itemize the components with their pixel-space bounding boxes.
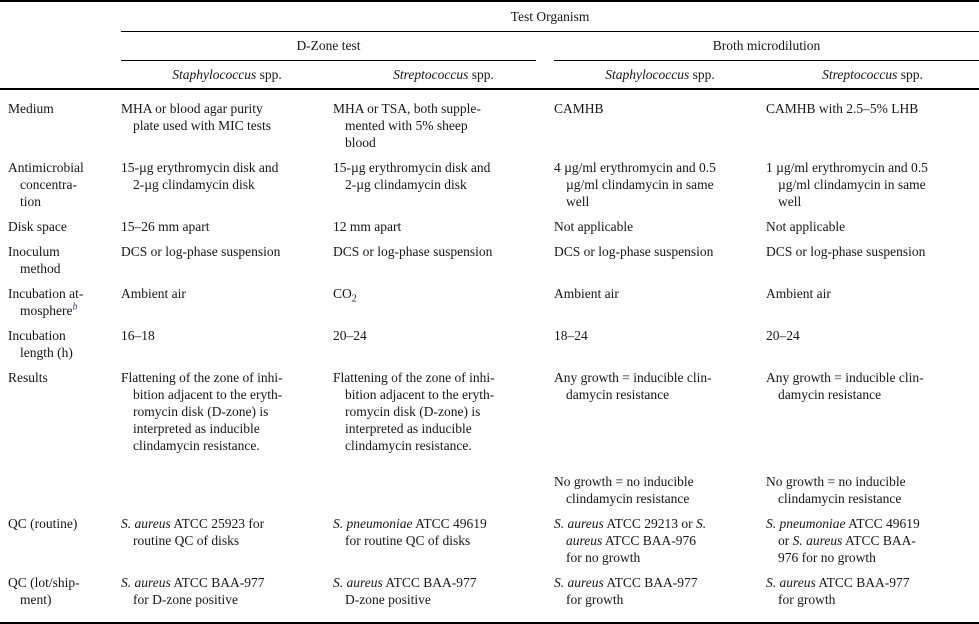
cell-antimicrobial-dzone-strep: 15-µg erythromycin disk and 2-µg clindamycin disk: [333, 160, 491, 192]
row-label-qc-routine: QC (routine): [8, 516, 78, 531]
cell-medium-broth-strep: CAMHB with 2.5–5% LHB: [766, 101, 919, 116]
cell-inoculum-broth-strep: DCS or log-phase suspension: [766, 244, 926, 259]
column-header-dzone-streptococcus: Streptococcus spp.: [393, 67, 494, 82]
cell-results-broth-staph: Any growth = inducible clin- damycin resistance: [554, 370, 712, 402]
row-label-medium: Medium: [8, 101, 54, 116]
cell-atmosphere-dzone-strep: $CO_2$: [333, 286, 357, 305]
cell-results2-broth-staph: No growth = no inducible clindamycin resistance: [554, 474, 694, 506]
group-header-dzone-test: D-Zone test: [121, 32, 536, 61]
cell-qc-lot-broth-staph: S. aureus ATCC BAA-977 for growth: [554, 575, 698, 607]
group-header-broth-microdilution: Broth microdilution: [554, 32, 979, 61]
table-grid: [0, 2, 979, 616]
cell-medium-dzone-staph: MHA or blood agar purity plate used with MIC tests: [121, 101, 271, 133]
cell-qc-routine-broth-staph: S. aureus ATCC 29213 or S. aureus ATCC BAA-976 for no growth: [554, 516, 707, 565]
cell-antimicrobial-broth-staph: 4 µg/ml erythromycin and 0.5 µg/ml clindamycin in same well: [554, 160, 716, 209]
cell-atmosphere-broth-strep: Ambient air: [766, 286, 831, 301]
cell-length-broth-strep: 20–24: [766, 328, 800, 343]
row-label-incubation-atmosphere: Incubation at- mosphere$^b$: [8, 286, 84, 318]
table-title: Test Organism: [121, 2, 979, 32]
cell-length-dzone-staph: 16–18: [121, 328, 155, 343]
column-header-broth-streptococcus: Streptococcus spp.: [822, 67, 923, 82]
cell-inoculum-dzone-strep: DCS or log-phase suspension: [333, 244, 493, 259]
cell-qc-routine-dzone-staph: S. aureus ATCC 25923 for routine QC of disks: [121, 516, 265, 548]
column-header-dzone-staphylococcus: Staphylococcus spp.: [172, 67, 282, 82]
row-label-qc-lot-shipment: QC (lot/ship- ment): [8, 575, 80, 607]
cell-results-dzone-staph: Flattening of the zone of inhi- bition adjacent to the eryth- romycin disk (D-zone) is interpreted as inducible clindamycin resistance.: [121, 370, 283, 453]
cell-atmosphere-dzone-staph: Ambient air: [121, 286, 186, 301]
cell-medium-broth-staph: CAMHB: [554, 101, 604, 116]
cell-disk-space-dzone-staph: 15–26 mm apart: [121, 219, 210, 234]
cell-medium-dzone-strep: MHA or TSA, both supple- mented with 5% sheep blood: [333, 101, 481, 150]
cell-antimicrobial-broth-strep: 1 µg/ml erythromycin and 0.5 µg/ml clindamycin in same well: [766, 160, 928, 209]
cell-results-dzone-strep: Flattening of the zone of inhi- bition adjacent to the eryth- romycin disk (D-zone) is interpreted as inducible clindamycin resistance.: [333, 370, 495, 453]
row-label-incubation-length: Incubation length (h): [8, 328, 73, 360]
cell-qc-lot-dzone-staph: S. aureus ATCC BAA-977 for D-zone positive: [121, 575, 265, 607]
cell-disk-space-broth-staph: Not applicable: [554, 219, 634, 234]
cell-disk-space-broth-strep: Not applicable: [766, 219, 846, 234]
row-label-disk-space: Disk space: [8, 219, 67, 234]
cell-qc-lot-broth-strep: S. aureus ATCC BAA-977 for growth: [766, 575, 910, 607]
cell-inoculum-broth-staph: DCS or log-phase suspension: [554, 244, 714, 259]
row-label-antimicrobial-concentration: Antimicrobial concentra- tion: [8, 160, 84, 209]
cell-antimicrobial-dzone-staph: 15-µg erythromycin disk and 2-µg clindamycin disk: [121, 160, 279, 192]
cell-inoculum-dzone-staph: DCS or log-phase suspension: [121, 244, 281, 259]
row-label-inoculum-method: Inoculum method: [8, 244, 61, 276]
header-body-divider-rule: [0, 88, 979, 90]
cell-results2-broth-strep: No growth = no inducible clindamycin resistance: [766, 474, 906, 506]
cell-qc-routine-broth-strep: S. pneumoniae ATCC 49619 or S. aureus ATCC BAA- 976 for no growth: [766, 516, 920, 565]
cell-qc-routine-dzone-strep: S. pneumoniae ATCC 49619 for routine QC of disks: [333, 516, 487, 548]
cell-length-dzone-strep: 20–24: [333, 328, 367, 343]
row-label-results: Results: [8, 370, 48, 385]
cell-results-broth-strep: Any growth = inducible clin- damycin resistance: [766, 370, 924, 402]
cell-atmosphere-broth-staph: Ambient air: [554, 286, 619, 301]
column-header-broth-staphylococcus: Staphylococcus spp.: [605, 67, 715, 82]
cell-length-broth-staph: 18–24: [554, 328, 588, 343]
cell-disk-space-dzone-strep: 12 mm apart: [333, 219, 402, 234]
cell-qc-lot-dzone-strep: S. aureus ATCC BAA-977 D-zone positive: [333, 575, 477, 607]
